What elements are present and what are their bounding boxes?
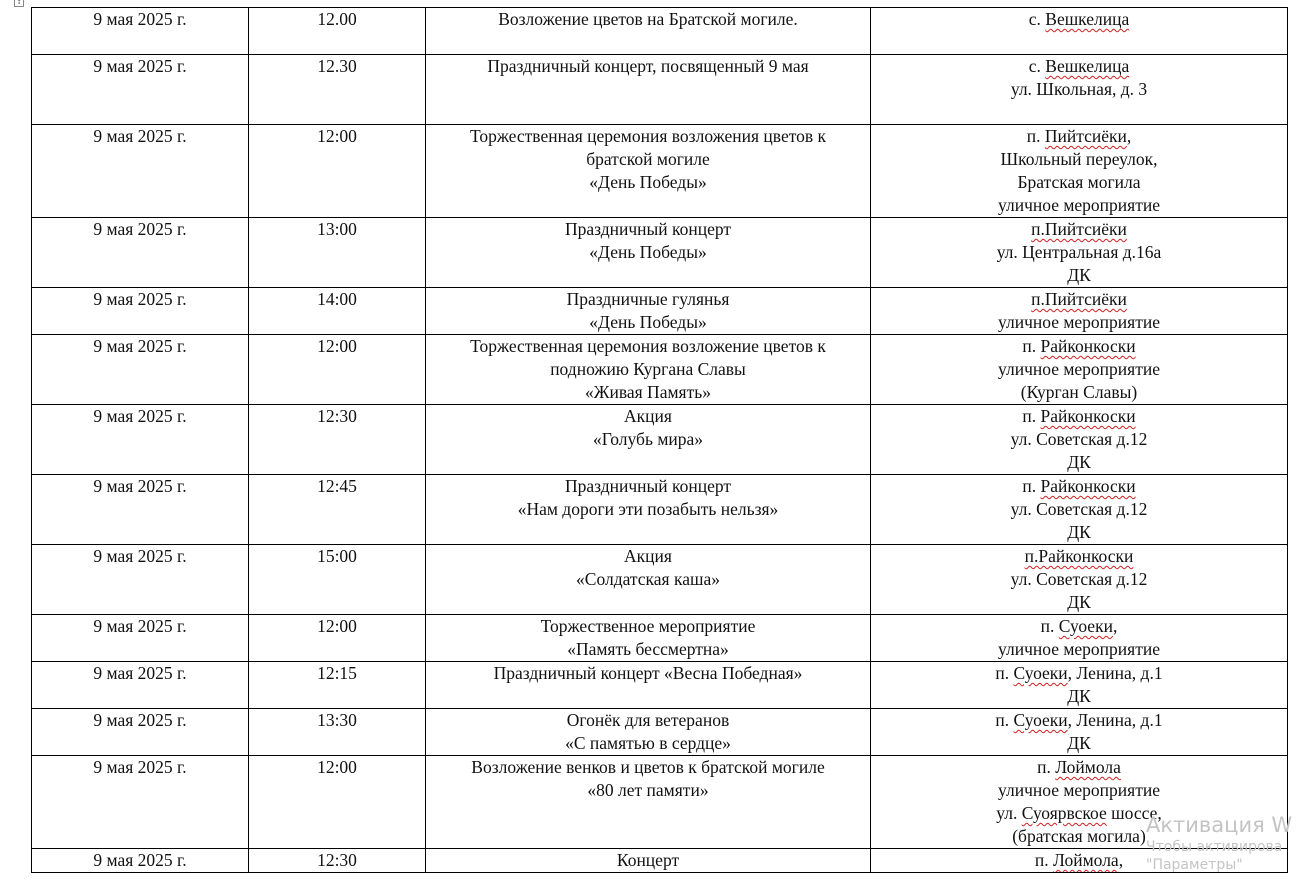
table-row — [32, 335, 1288, 405]
time-text: 12:00 — [317, 616, 357, 636]
time-text: 12:15 — [317, 663, 357, 683]
date-cell[interactable] — [32, 288, 249, 335]
event-line: Праздничные гулянья — [566, 289, 730, 309]
place-line — [873, 78, 1285, 101]
time-cell[interactable] — [249, 405, 426, 475]
watermark-title: Активация W — [1146, 813, 1293, 837]
event-cell[interactable] — [426, 615, 871, 662]
place-text: ДК — [1067, 686, 1091, 706]
place-text: , — [1126, 126, 1132, 146]
place-text: , — [1112, 616, 1118, 636]
place-cell[interactable] — [871, 218, 1288, 288]
date-text: 9 мая 2025 г. — [93, 336, 187, 356]
place-text: п. — [1022, 476, 1041, 496]
place-text: (Курган Славы) — [1020, 382, 1138, 402]
place-text: ДК — [1067, 265, 1091, 285]
time-cell[interactable] — [249, 756, 426, 849]
misspelled-word: Райконкоски — [1040, 406, 1136, 426]
table-row — [32, 615, 1288, 662]
place-text: уличное мероприятие — [997, 195, 1160, 215]
place-line — [873, 779, 1285, 802]
place-cell[interactable] — [871, 709, 1288, 756]
misspelled-word: п.Пийтсиёки — [1031, 219, 1127, 239]
table-row — [32, 125, 1288, 218]
time-text: 12:00 — [317, 336, 357, 356]
place-text: с. — [1028, 56, 1046, 76]
date-text: 9 мая 2025 г. — [93, 850, 187, 870]
place-line — [873, 568, 1285, 591]
misspelled-word: Вешкелица — [1045, 56, 1130, 76]
date-text: 9 мая 2025 г. — [93, 406, 187, 426]
place-text: уличное мероприятие — [997, 359, 1160, 379]
misspelled-word: Райконкоски — [1040, 476, 1136, 496]
event-line: Возложение цветов на Братской могиле. — [498, 9, 798, 29]
table-row — [32, 849, 1288, 873]
place-text: ДК — [1067, 733, 1091, 753]
place-text: п. — [1037, 757, 1056, 777]
misspelled-word: Суоеки — [1058, 616, 1113, 636]
time-text: 13:30 — [317, 710, 357, 730]
place-text: ул. — [996, 803, 1022, 823]
schedule-table — [31, 7, 1288, 873]
place-line — [873, 171, 1285, 194]
place-line — [873, 428, 1285, 451]
time-text: 14:00 — [317, 289, 357, 309]
place-text: ул. Центральная д.16а — [996, 242, 1162, 262]
table-row — [32, 475, 1288, 545]
misspelled-word: Лоймола — [1053, 850, 1119, 870]
place-line — [873, 335, 1285, 358]
time-text: 12:30 — [317, 850, 357, 870]
date-cell[interactable] — [32, 8, 249, 55]
date-text: 9 мая 2025 г. — [93, 663, 187, 683]
event-line: Огонёк для ветеранов — [566, 710, 730, 730]
place-line — [873, 825, 1285, 848]
event-cell[interactable] — [426, 218, 871, 288]
place-line — [873, 685, 1285, 708]
date-text: 9 мая 2025 г. — [93, 219, 187, 239]
time-cell[interactable] — [249, 709, 426, 756]
time-cell[interactable] — [249, 288, 426, 335]
event-cell[interactable] — [426, 849, 871, 873]
event-cell[interactable] — [426, 335, 871, 405]
place-line — [873, 591, 1285, 614]
event-cell[interactable] — [426, 8, 871, 55]
place-text: , — [1118, 850, 1124, 870]
place-line — [873, 218, 1285, 241]
place-cell[interactable] — [871, 475, 1288, 545]
time-text: 13:00 — [317, 219, 357, 239]
event-cell[interactable] — [426, 55, 871, 125]
date-text: 9 мая 2025 г. — [93, 126, 187, 146]
misspelled-word: Суоеки — [1013, 663, 1068, 683]
place-text: ул. Советская д.12 — [1010, 499, 1148, 519]
event-line: «Живая Память» — [585, 382, 711, 402]
schedule-table-body — [32, 8, 1288, 873]
place-text: п. — [1022, 336, 1041, 356]
place-line — [873, 521, 1285, 544]
event-cell[interactable] — [426, 545, 871, 615]
date-cell[interactable] — [32, 405, 249, 475]
place-line — [873, 849, 1285, 872]
place-text: п. — [1026, 126, 1045, 146]
place-line — [873, 381, 1285, 404]
misspelled-word: Пийтсиёки — [1044, 126, 1127, 146]
watermark-line-2: "Параметры" — [1146, 857, 1243, 873]
time-cell[interactable] — [249, 335, 426, 405]
misspelled-word: Суоеки — [1013, 710, 1068, 730]
place-cell[interactable] — [871, 55, 1288, 125]
place-text: п. — [1022, 406, 1041, 426]
misspelled-word: п.Пийтсиёки — [1031, 289, 1127, 309]
event-line: Праздничный концерт — [564, 219, 732, 239]
place-text: уличное мероприятие — [997, 780, 1160, 800]
place-line — [873, 732, 1285, 755]
table-row — [32, 8, 1288, 55]
table-row — [32, 756, 1288, 849]
time-cell[interactable] — [249, 615, 426, 662]
date-cell[interactable] — [32, 545, 249, 615]
date-cell[interactable] — [32, 125, 249, 218]
event-line: Праздничный концерт — [564, 476, 732, 496]
event-cell[interactable] — [426, 475, 871, 545]
table-row — [32, 218, 1288, 288]
misspelled-word: Райконкоски — [1040, 336, 1136, 356]
event-line: подножию Кургана Славы — [550, 359, 746, 379]
event-line: Акция — [624, 406, 672, 426]
place-line — [873, 638, 1285, 661]
event-line: «День Победы» — [589, 242, 707, 262]
event-line: «День Победы» — [589, 312, 707, 332]
place-text: п. — [995, 663, 1014, 683]
place-line — [873, 55, 1285, 78]
place-text: шоссе, — [1106, 803, 1162, 823]
place-line — [873, 241, 1285, 264]
place-text: Братская могила — [1017, 172, 1141, 192]
event-line: Торжественное мероприятие — [540, 616, 756, 636]
place-text: уличное мероприятие — [997, 639, 1160, 659]
table-row — [32, 288, 1288, 335]
date-cell[interactable] — [32, 709, 249, 756]
place-text: ул. Школьная, д. 3 — [1010, 79, 1148, 99]
event-line: Возложение венков и цветов к братской могиле — [471, 757, 825, 777]
event-line: Акция — [624, 546, 672, 566]
table-row — [32, 405, 1288, 475]
time-cell[interactable] — [249, 55, 426, 125]
event-cell[interactable] — [426, 662, 871, 709]
date-cell[interactable] — [32, 218, 249, 288]
event-line: «Солдатская каша» — [576, 569, 720, 589]
time-text: 12:45 — [317, 476, 357, 496]
place-cell[interactable] — [871, 756, 1288, 849]
event-line: «Нам дороги эти позабыть нельзя» — [517, 499, 779, 519]
time-text: 12.00 — [317, 9, 357, 29]
event-line: «С памятью в сердце» — [565, 733, 731, 753]
event-line: братской могиле — [586, 149, 710, 169]
place-line — [873, 802, 1285, 825]
place-line — [873, 756, 1285, 779]
misspelled-word: Суоярвское — [1021, 803, 1107, 823]
event-line: «80 лет памяти» — [587, 780, 709, 800]
date-cell[interactable] — [32, 615, 249, 662]
place-cell[interactable] — [871, 405, 1288, 475]
event-cell[interactable] — [426, 125, 871, 218]
table-row — [32, 545, 1288, 615]
date-text: 9 мая 2025 г. — [93, 9, 187, 29]
place-text: уличное мероприятие — [997, 312, 1160, 332]
table-anchor-icon[interactable]: ↕ — [14, 0, 24, 7]
place-text: п. — [1040, 616, 1059, 636]
event-line: Торжественная церемония возложение цветов к — [470, 336, 826, 356]
time-cell[interactable] — [249, 125, 426, 218]
place-cell[interactable] — [871, 125, 1288, 218]
table-row — [32, 709, 1288, 756]
place-line — [873, 358, 1285, 381]
time-text: 12.30 — [317, 56, 357, 76]
event-line: Торжественная церемония возложения цветов к — [469, 126, 827, 146]
date-text: 9 мая 2025 г. — [93, 289, 187, 309]
place-text: ДК — [1067, 452, 1091, 472]
date-cell[interactable] — [32, 662, 249, 709]
place-line — [873, 475, 1285, 498]
date-text: 9 мая 2025 г. — [93, 757, 187, 777]
date-cell[interactable] — [32, 756, 249, 849]
place-line — [873, 498, 1285, 521]
place-line — [873, 125, 1285, 148]
place-text: ДК — [1067, 522, 1091, 542]
place-cell[interactable] — [871, 8, 1288, 55]
place-text: , Ленина, д.1 — [1067, 663, 1163, 683]
table-row — [32, 662, 1288, 709]
place-text: ул. Советская д.12 — [1010, 569, 1148, 589]
time-text: 12:00 — [317, 126, 357, 146]
time-cell[interactable] — [249, 8, 426, 55]
time-text: 12:30 — [317, 406, 357, 426]
event-line: Праздничный концерт, посвященный 9 мая — [487, 56, 809, 76]
event-line: «День Победы» — [589, 172, 707, 192]
date-text: 9 мая 2025 г. — [93, 710, 187, 730]
time-text: 12:00 — [317, 757, 357, 777]
date-cell[interactable] — [32, 849, 249, 873]
misspelled-word: Вешкелица — [1045, 9, 1130, 29]
place-text: п. — [995, 710, 1014, 730]
place-line — [873, 311, 1285, 334]
date-text: 9 мая 2025 г. — [93, 546, 187, 566]
place-line — [873, 615, 1285, 638]
event-line: «Память бессмертна» — [567, 639, 729, 659]
event-cell[interactable] — [426, 709, 871, 756]
place-text: с. — [1028, 9, 1046, 29]
watermark-line-1: Чтобы активирова — [1146, 839, 1283, 855]
place-text: , Ленина, д.1 — [1067, 710, 1163, 730]
place-cell[interactable] — [871, 545, 1288, 615]
place-cell[interactable] — [871, 662, 1288, 709]
place-text: ул. Советская д.12 — [1010, 429, 1148, 449]
time-cell[interactable] — [249, 849, 426, 873]
place-line — [873, 148, 1285, 171]
place-line — [873, 709, 1285, 732]
event-cell[interactable] — [426, 288, 871, 335]
event-cell[interactable] — [426, 756, 871, 849]
place-line — [873, 405, 1285, 428]
place-line — [873, 288, 1285, 311]
place-line — [873, 545, 1285, 568]
misspelled-word: п.Райконкоски — [1024, 546, 1134, 566]
date-cell[interactable] — [32, 335, 249, 405]
time-cell[interactable] — [249, 475, 426, 545]
place-line — [873, 194, 1285, 217]
table-row — [32, 55, 1288, 125]
place-line — [873, 264, 1285, 287]
date-text: 9 мая 2025 г. — [93, 616, 187, 636]
time-cell[interactable] — [249, 545, 426, 615]
event-cell[interactable] — [426, 405, 871, 475]
place-cell[interactable] — [871, 335, 1288, 405]
misspelled-word: Лоймола — [1055, 757, 1121, 777]
place-cell[interactable] — [871, 615, 1288, 662]
time-cell[interactable] — [249, 218, 426, 288]
date-cell[interactable] — [32, 55, 249, 125]
date-cell[interactable] — [32, 475, 249, 545]
place-text: п. — [1034, 850, 1054, 870]
event-line: Праздничный концерт «Весна Победная» — [493, 663, 803, 683]
time-text: 15:00 — [317, 546, 357, 566]
event-line: Концерт — [616, 850, 680, 870]
place-cell[interactable] — [871, 849, 1288, 873]
date-text: 9 мая 2025 г. — [93, 56, 187, 76]
place-text: Школьный переулок, — [1000, 149, 1158, 169]
place-line — [873, 8, 1285, 31]
place-text: (братская могила) — [1012, 826, 1146, 846]
date-text: 9 мая 2025 г. — [93, 476, 187, 496]
time-cell[interactable] — [249, 662, 426, 709]
place-text: ДК — [1067, 592, 1091, 612]
place-cell[interactable] — [871, 288, 1288, 335]
place-line — [873, 451, 1285, 474]
event-line: «Голубь мира» — [592, 429, 704, 449]
place-line — [873, 662, 1285, 685]
